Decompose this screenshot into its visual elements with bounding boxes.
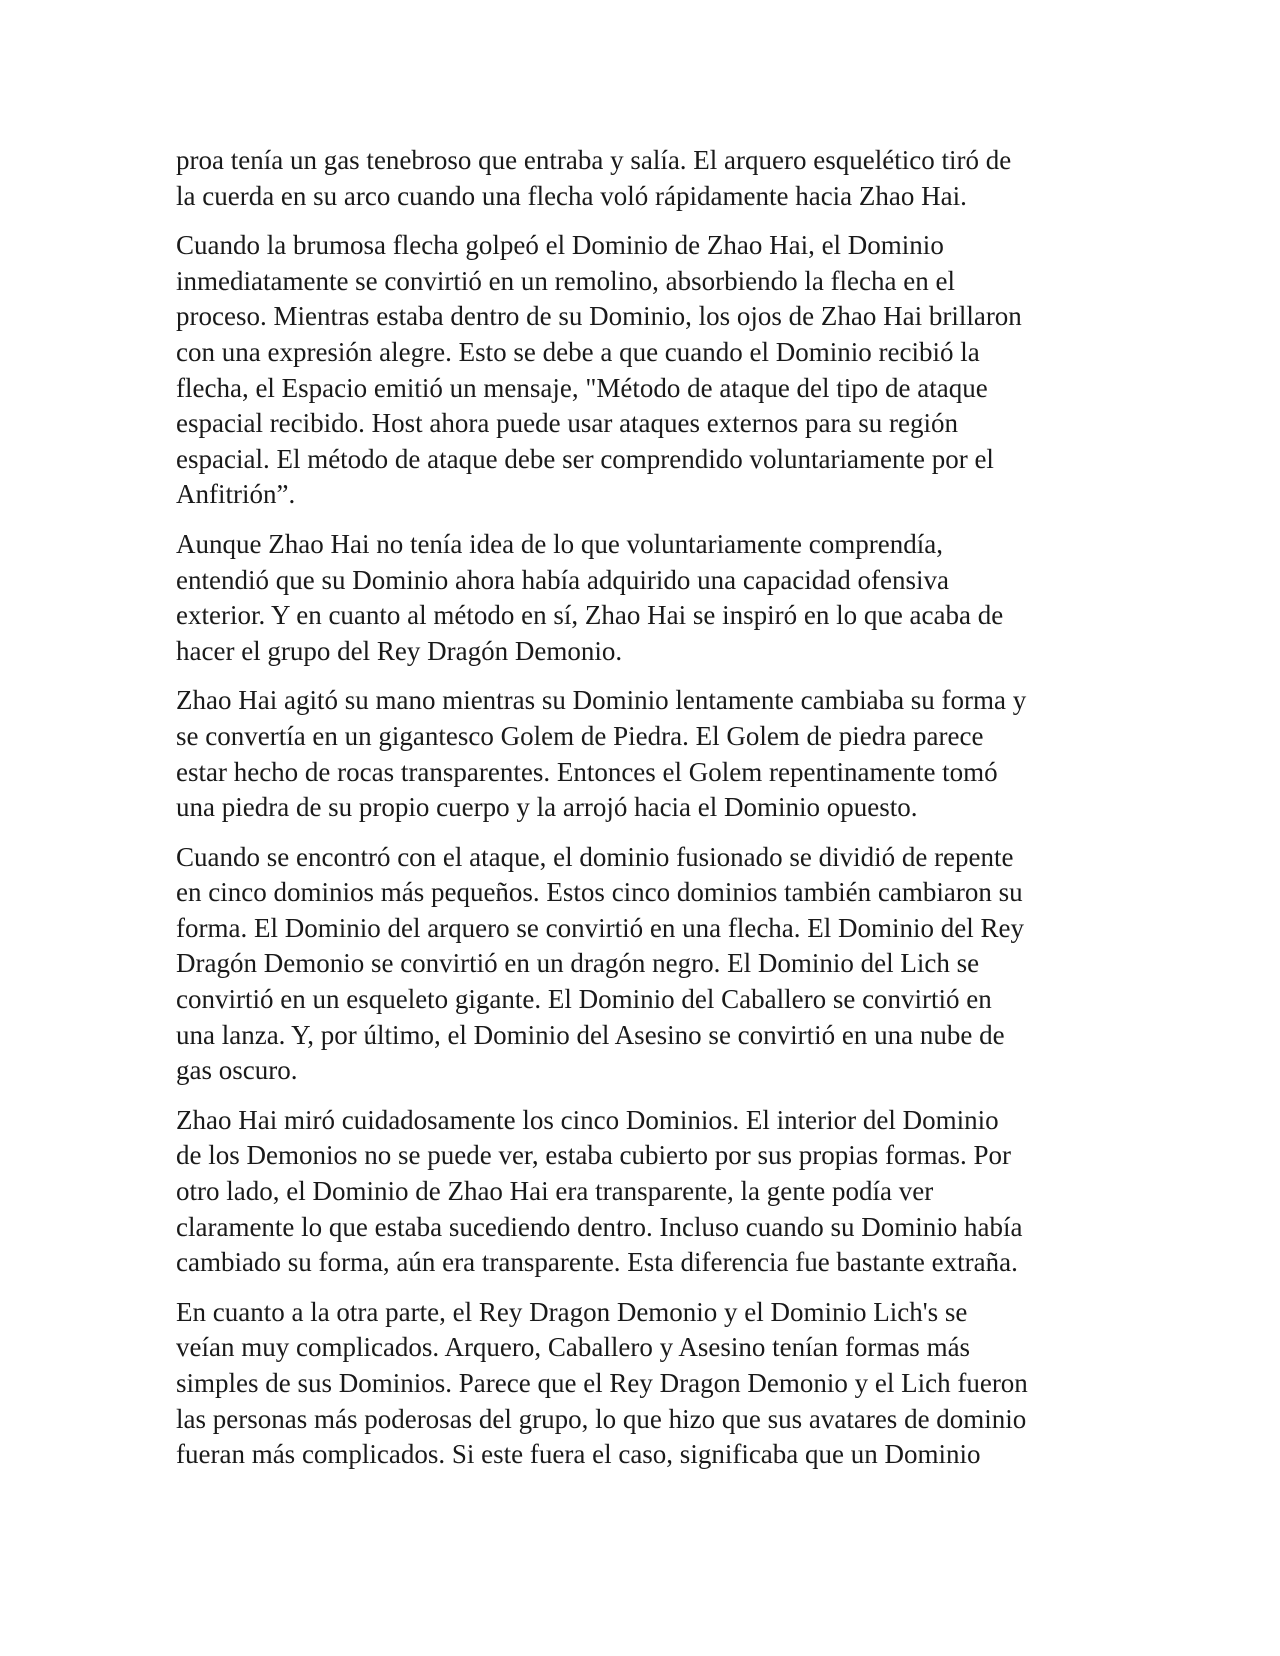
paragraph xyxy=(176,228,1096,513)
text-line: convirtió en un esqueleto gigante. El Dominio del Caballero se convirtió en xyxy=(176,984,992,1015)
text-line: gas oscuro. xyxy=(176,1055,298,1086)
text-line: se convertía en un gigantesco Golem de Piedra. El Golem de piedra parece xyxy=(176,720,984,751)
text-line: Zhao Hai agitó su mano mientras su Dominio lentamente cambiaba su forma y xyxy=(176,685,1027,716)
text-line: Cuando la brumosa flecha golpeó el Dominio de Zhao Hai, el Dominio xyxy=(176,230,944,261)
text-line: En cuanto a la otra parte, el Rey Dragon Demonio y el Dominio Lich's se xyxy=(176,1296,968,1327)
text-line: una lanza. Y, por último, el Dominio del Asesino se convirtió en una nube de xyxy=(176,1019,1005,1050)
text-line: espacial recibido. Host ahora puede usar ataques externos para su región xyxy=(176,408,958,439)
text-line: espacial. El método de ataque debe ser comprendido voluntariamente por el xyxy=(176,443,994,474)
text-line: hacer el grupo del Rey Dragón Demonio. xyxy=(176,635,623,666)
text-line: estar hecho de rocas transparentes. Entonces el Golem repentinamente tomó xyxy=(176,756,998,787)
text-line: Zhao Hai miró cuidadosamente los cinco Dominios. El interior del Dominio xyxy=(176,1104,999,1135)
paragraph xyxy=(176,527,1096,669)
text-line: simples de sus Dominios. Parece que el Rey Dragon Demonio y el Lich fueron xyxy=(176,1368,1028,1398)
text-line: otro lado, el Dominio de Zhao Hai era transparente, la gente podía ver xyxy=(176,1176,934,1207)
text-line: entendió que su Dominio ahora había adquirido una capacidad ofensiva xyxy=(176,564,949,595)
text-line: en cinco dominios más pequeños. Estos cinco dominios también cambiaron su xyxy=(176,877,1023,908)
text-line: cambiado su forma, aún era transparente. Esta diferencia fue bastante extraña. xyxy=(176,1247,1018,1278)
text-line: claramente lo que estaba sucediendo dentro. Incluso cuando su Dominio había xyxy=(176,1211,1023,1242)
document-page xyxy=(176,143,1096,1487)
text-line: Cuando se encontró con el ataque, el dominio fusionado se dividió de repente xyxy=(176,841,1014,872)
text-line: proa tenía un gas tenebroso que entraba y salía. El arquero esquelético tiró de xyxy=(176,145,1012,175)
text-line: la cuerda en su arco cuando una flecha voló rápidamente hacia Zhao Hai. xyxy=(176,180,967,211)
paragraph xyxy=(176,683,1096,825)
text-line: Anfitrión”. xyxy=(176,479,296,510)
text-line: inmediatamente se convirtió en un remolino, absorbiendo la flecha en el xyxy=(176,265,955,296)
text-line: forma. El Dominio del arquero se convirtió en una flecha. El Dominio del Rey xyxy=(176,912,1025,943)
text-line: Dragón Demonio se convirtió en un dragón negro. El Dominio del Lich se xyxy=(176,948,980,979)
text-line: las personas más poderosas del grupo, lo que hizo que sus avatares de dominio xyxy=(176,1403,1027,1434)
text-line: con una expresión alegre. Esto se debe a que cuando el Dominio recibió la xyxy=(176,336,980,367)
text-line: flecha, el Espacio emitió un mensaje, "Método de ataque del tipo de ataque xyxy=(176,372,988,403)
text-line: una piedra de su propio cuerpo y la arrojó hacia el Dominio opuesto. xyxy=(176,792,918,823)
text-line: exterior. Y en cuanto al método en sí, Zhao Hai se inspiró en lo que acaba de xyxy=(176,600,1004,631)
paragraph xyxy=(176,143,1096,214)
text-line: de los Demonios no se puede ver, estaba cubierto por sus propias formas. Por xyxy=(176,1140,1011,1171)
text-line: fueran más complicados. Si este fuera el caso, significaba que un Dominio xyxy=(176,1439,981,1470)
paragraph xyxy=(176,1103,1096,1281)
paragraph xyxy=(176,840,1096,1089)
text-line: Aunque Zhao Hai no tenía idea de lo que voluntariamente comprendía, xyxy=(176,528,943,559)
text-line: proceso. Mientras estaba dentro de su Dominio, los ojos de Zhao Hai brillaron xyxy=(176,301,1022,332)
text-line: veían muy complicados. Arquero, Caballero y Asesino tenían formas más xyxy=(176,1332,971,1363)
paragraph xyxy=(176,1295,1096,1473)
